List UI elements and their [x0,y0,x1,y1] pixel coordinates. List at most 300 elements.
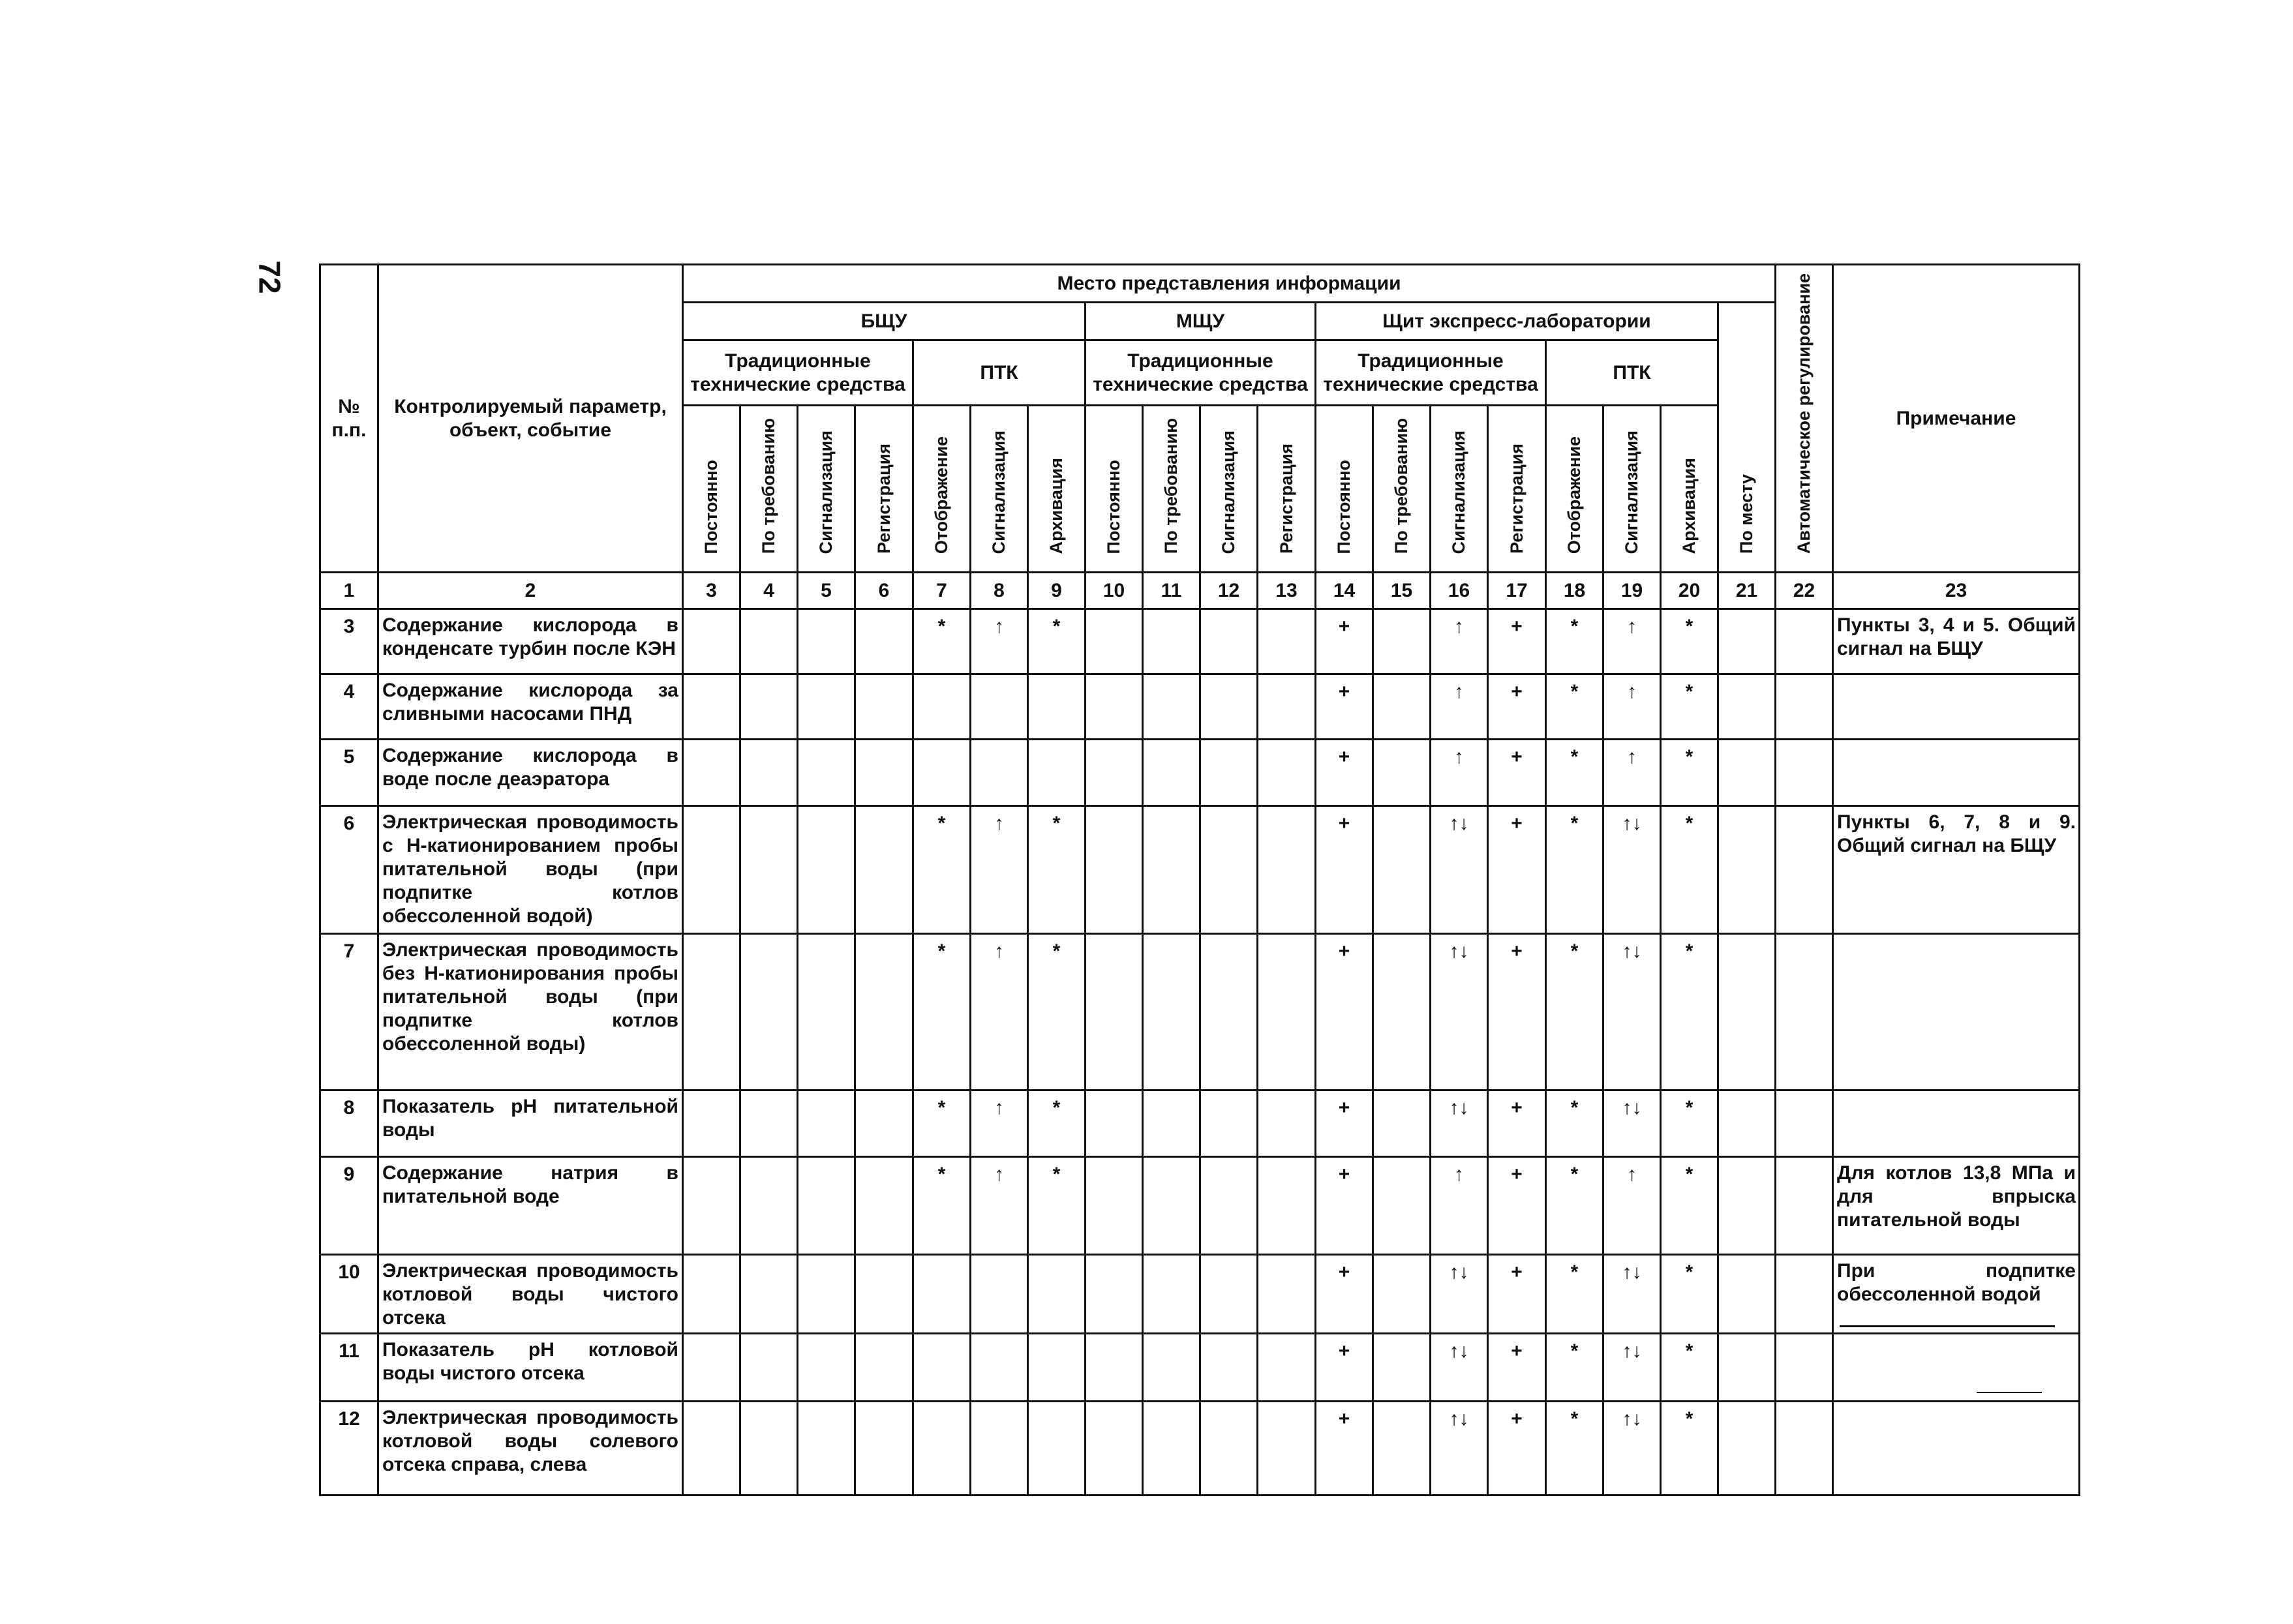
auto-reg-header: Автоматическое регулирование [1776,265,1833,573]
mark-cell: ↑↓ [1603,1334,1661,1402]
mark-cell: * [1028,806,1086,934]
mark-cell: * [1546,1402,1603,1496]
mark-cell: * [1661,674,1718,740]
row-number: 12 [320,1402,378,1496]
mark-cell [740,1157,798,1255]
mark-cell [798,806,855,934]
mark-cell: ↑↓ [1431,1255,1488,1334]
mark-cell [1258,1255,1316,1334]
mark-cell [740,740,798,806]
note-cell: Для котлов 13,8 МПа и для впрыска питательной воды [1833,1157,2080,1255]
mark-cell: ↑ [1603,1157,1661,1255]
parameter-cell: Показатель рН котловой воды чистого отсека [378,1334,683,1402]
sub-header-req: По требованию [1373,406,1431,573]
mark-cell: * [1661,1255,1718,1334]
mark-cell [1200,1255,1258,1334]
mark-cell [1718,1090,1776,1157]
mark-cell: * [1546,1090,1603,1157]
mark-cell [740,1090,798,1157]
mark-cell [798,1090,855,1157]
mark-cell [1776,934,1833,1090]
mark-cell [971,674,1028,740]
table-row [320,1402,2080,1496]
mark-cell [1258,674,1316,740]
mark-cell: * [1028,934,1086,1090]
parameter-cell: Электрическая проводимость котловой воды чистого отсека [378,1255,683,1334]
mark-cell [1258,1334,1316,1402]
mark-cell: + [1316,934,1373,1090]
mark-cell [798,740,855,806]
mark-cell [1776,740,1833,806]
mark-cell [1258,1157,1316,1255]
mark-cell [1086,674,1143,740]
mark-cell [1373,1090,1431,1157]
note-cell [1833,674,2080,740]
sub-header-display: Отображение [1546,406,1603,573]
parameter-cell: Показатель рН питательной воды [378,1090,683,1157]
mark-cell [855,1402,913,1496]
bschu-trad-header: Традиционные технические средства [683,340,913,406]
mark-cell: ↑↓ [1431,1334,1488,1402]
column-number: 7 [913,573,971,609]
mark-cell [913,674,971,740]
parameter-cell: Содержание кислорода в конденсате турбин после КЭН [378,609,683,674]
row-number: 9 [320,1157,378,1255]
mark-cell [740,1402,798,1496]
mark-cell: * [1546,674,1603,740]
mark-cell: + [1316,740,1373,806]
mark-cell [1086,1402,1143,1496]
column-number: 13 [1258,573,1316,609]
column-number: 8 [971,573,1028,609]
mark-cell: ↑↓ [1431,934,1488,1090]
column-number: 18 [1546,573,1603,609]
mark-cell: + [1488,1255,1546,1334]
mark-cell: ↑↓ [1431,1090,1488,1157]
mark-cell [855,806,913,934]
page-number: 72 [252,260,287,294]
sub-header-display: Отображение [913,406,971,573]
mark-cell [1143,1334,1200,1402]
column-number: 21 [1718,573,1776,609]
mark-cell [1718,1157,1776,1255]
mark-cell [683,1090,740,1157]
mark-cell: ↑ [971,609,1028,674]
mark-cell [1718,934,1776,1090]
lab-ptk-header: ПТК [1546,340,1718,406]
mark-cell: * [1661,1090,1718,1157]
mark-cell [683,1402,740,1496]
mark-cell: * [1028,1090,1086,1157]
mark-cell [798,934,855,1090]
mark-cell [913,1334,971,1402]
mark-cell [1258,806,1316,934]
sub-header-req: По требованию [1143,406,1200,573]
column-number: 11 [1143,573,1200,609]
num-header: № п.п. [320,265,378,573]
column-number: 3 [683,573,740,609]
mark-cell [1258,934,1316,1090]
mark-cell [740,934,798,1090]
mark-cell [1028,740,1086,806]
mark-cell [798,1157,855,1255]
sub-header-reg: Регистрация [855,406,913,573]
mark-cell [1718,1255,1776,1334]
mark-cell: + [1488,806,1546,934]
mark-cell: ↑↓ [1603,1090,1661,1157]
mark-cell: ↑ [1603,609,1661,674]
mark-cell: * [913,1157,971,1255]
bschu-header: БЩУ [683,303,1086,340]
mark-cell [855,934,913,1090]
mark-cell [798,609,855,674]
sub-header-req: По требованию [740,406,798,573]
mark-cell [740,1255,798,1334]
mark-cell: * [1661,740,1718,806]
table-row [320,609,2080,674]
parameter-cell: Электрическая проводимость без Н-катионирования пробы питательной воды (при подпитке котлов обессоленной воды) [378,934,683,1090]
sub-header-reg: Регистрация [1488,406,1546,573]
mark-cell [740,806,798,934]
mark-cell: + [1488,1334,1546,1402]
table-row [320,806,2080,934]
row-number: 11 [320,1334,378,1402]
mark-cell: + [1316,1255,1373,1334]
mark-cell [913,1255,971,1334]
mark-cell: + [1488,1157,1546,1255]
note-cell [1833,1402,2080,1496]
column-number: 9 [1028,573,1086,609]
column-number: 16 [1431,573,1488,609]
mark-cell [1200,674,1258,740]
mark-cell [1373,934,1431,1090]
row-number: 7 [320,934,378,1090]
row-number: 5 [320,740,378,806]
mark-cell: ↑↓ [1603,934,1661,1090]
note-cell [1833,1090,2080,1157]
mark-cell [1373,740,1431,806]
column-number: 6 [855,573,913,609]
control-parameters-table [319,263,2080,1496]
mark-cell [683,934,740,1090]
mark-cell [740,609,798,674]
note-header: Примечание [1833,265,2080,573]
mark-cell [1086,806,1143,934]
mark-cell [740,1334,798,1402]
mark-cell [1258,1090,1316,1157]
mark-cell [1143,1090,1200,1157]
mark-cell: + [1488,1090,1546,1157]
note-cell [1833,740,2080,806]
mark-cell [855,609,913,674]
mark-cell [1028,1255,1086,1334]
note-cell [1833,934,2080,1090]
mark-cell [1776,1255,1833,1334]
mark-cell: ↑↓ [1603,1255,1661,1334]
mark-cell [971,1402,1028,1496]
mark-cell [1086,1090,1143,1157]
column-number: 20 [1661,573,1718,609]
parameter-cell: Электрическая проводимость котловой воды солевого отсека справа, слева [378,1402,683,1496]
mark-cell: ↑ [971,1157,1028,1255]
mark-cell [971,1255,1028,1334]
parameter-cell: Содержание кислорода за сливными насосами ПНД [378,674,683,740]
mark-cell [1776,806,1833,934]
mark-cell: * [1661,934,1718,1090]
mark-cell: * [913,1090,971,1157]
mark-cell [798,1255,855,1334]
note-cell: Пункты 6, 7, 8 и 9. Общий сигнал на БЩУ [1833,806,2080,934]
mark-cell [1143,1402,1200,1496]
mark-cell [1143,934,1200,1090]
mark-cell [1200,1157,1258,1255]
mark-cell [1776,609,1833,674]
mark-cell [1200,806,1258,934]
mark-cell [1086,1157,1143,1255]
mark-cell [1028,1334,1086,1402]
mark-cell [1776,674,1833,740]
row-number: 6 [320,806,378,934]
mark-cell [1200,1090,1258,1157]
table-row [320,1157,2080,1255]
column-number: 23 [1833,573,2080,609]
mark-cell [1143,740,1200,806]
mark-cell: + [1488,934,1546,1090]
mark-cell [913,740,971,806]
mark-cell: ↑ [1431,674,1488,740]
mark-cell: + [1488,609,1546,674]
mark-cell: + [1316,1334,1373,1402]
mark-cell: + [1488,674,1546,740]
param-header: Контролируемый параметр, объект, событие [378,265,683,573]
mark-cell [855,1090,913,1157]
mark-cell [683,740,740,806]
mark-cell [1373,1402,1431,1496]
sub-header-reg: Регистрация [1258,406,1316,573]
lab-trad-header: Традиционные технические средства [1316,340,1546,406]
mark-cell: ↑ [1431,609,1488,674]
column-number: 22 [1776,573,1833,609]
mark-cell [1776,1157,1833,1255]
mark-cell: + [1316,806,1373,934]
mark-cell: ↑ [971,806,1028,934]
mark-cell: * [1546,1255,1603,1334]
column-number: 4 [740,573,798,609]
mark-cell: * [1546,934,1603,1090]
mark-cell [1258,740,1316,806]
column-number: 17 [1488,573,1546,609]
mark-cell: ↑↓ [1603,806,1661,934]
mark-cell [1258,609,1316,674]
mark-cell [1200,1402,1258,1496]
table-row [320,1255,2080,1334]
place-header: Место представления информации [683,265,1776,303]
mark-cell [1086,609,1143,674]
mark-cell [1373,1334,1431,1402]
mark-cell [1200,740,1258,806]
mark-cell [1776,1090,1833,1157]
mark-cell: ↑ [1603,740,1661,806]
note-cell: При подпитке обессоленной водой [1833,1255,2080,1334]
mark-cell: * [1546,740,1603,806]
mark-cell [1258,1402,1316,1496]
mark-cell: ↑ [971,1090,1028,1157]
column-number: 10 [1086,573,1143,609]
row-number: 8 [320,1090,378,1157]
column-numbers-row [320,573,2080,609]
mark-cell [855,1334,913,1402]
sub-header-signal: Сигнализация [798,406,855,573]
parameter-cell: Содержание натрия в питательной воде [378,1157,683,1255]
note-partial-rule [1977,1392,2042,1393]
mark-cell: ↑↓ [1431,1402,1488,1496]
table-body [320,609,2080,1496]
mark-cell [1718,1334,1776,1402]
mark-cell: * [1546,806,1603,934]
mark-cell [1086,740,1143,806]
mark-cell [1718,609,1776,674]
sub-header-signal: Сигнализация [1431,406,1488,573]
sub-header-signal: Сигнализация [1200,406,1258,573]
mark-cell [855,1255,913,1334]
row-number: 4 [320,674,378,740]
mark-cell [1718,740,1776,806]
table-row [320,740,2080,806]
mark-cell [683,1334,740,1402]
parameter-cell: Электрическая проводимость с Н-катионированием пробы питательной воды (при подпитке котлов обессоленной водой) [378,806,683,934]
mark-cell: + [1316,674,1373,740]
mark-cell [798,674,855,740]
mark-cell: * [1546,609,1603,674]
mark-cell [855,674,913,740]
note-cell [1833,1334,2080,1402]
mark-cell [798,1402,855,1496]
mark-cell: * [1546,1157,1603,1255]
mark-cell: * [913,934,971,1090]
sub-header-archive: Архивация [1028,406,1086,573]
row-number: 3 [320,609,378,674]
column-number: 15 [1373,573,1431,609]
column-number: 2 [378,573,683,609]
mark-cell: ↑ [1603,674,1661,740]
mark-cell [1776,1402,1833,1496]
note-partial-rule [1840,1325,2055,1327]
mark-cell [971,740,1028,806]
mark-cell [1373,1255,1431,1334]
mark-cell: + [1316,1402,1373,1496]
mark-cell [855,1157,913,1255]
mark-cell: * [1661,1402,1718,1496]
mark-cell [683,1157,740,1255]
mark-cell: * [1661,1334,1718,1402]
mark-cell: ↑ [971,934,1028,1090]
mark-cell: + [1316,1090,1373,1157]
column-number: 12 [1200,573,1258,609]
row-number: 10 [320,1255,378,1334]
mark-cell [740,674,798,740]
mark-cell: + [1316,1157,1373,1255]
mark-cell: + [1316,609,1373,674]
mark-cell: ↑↓ [1431,806,1488,934]
mark-cell [1373,806,1431,934]
mark-cell [1776,1334,1833,1402]
sub-header-signal: Сигнализация [971,406,1028,573]
mark-cell [1200,609,1258,674]
column-number: 1 [320,573,378,609]
table-row [320,1334,2080,1402]
mark-cell: + [1488,740,1546,806]
mark-cell [683,609,740,674]
mark-cell [1143,806,1200,934]
mark-cell [913,1402,971,1496]
sub-header-signal: Сигнализация [1603,406,1661,573]
mark-cell: + [1488,1402,1546,1496]
mark-cell: ↑ [1431,740,1488,806]
mark-cell: * [913,609,971,674]
mark-cell [683,674,740,740]
mark-cell [798,1334,855,1402]
table-row [320,674,2080,740]
column-number: 5 [798,573,855,609]
mark-cell [1143,1157,1200,1255]
mark-cell: * [1546,1334,1603,1402]
mark-cell [855,740,913,806]
table-row [320,1090,2080,1157]
mark-cell [1086,1255,1143,1334]
mark-cell [1143,674,1200,740]
mschu-header: МЩУ [1086,303,1316,340]
sub-header-const: Постоянно [683,406,740,573]
mark-cell [1718,806,1776,934]
note-cell: Пункты 3, 4 и 5. Общий сигнал на БЩУ [1833,609,2080,674]
parameter-cell: Содержание кислорода в воде после деаэратора [378,740,683,806]
column-number: 19 [1603,573,1661,609]
mark-cell [1718,674,1776,740]
mark-cell [1086,1334,1143,1402]
mark-cell [1373,1157,1431,1255]
mark-cell: * [913,806,971,934]
mark-cell: * [1028,609,1086,674]
mark-cell [683,806,740,934]
mark-cell: * [1661,609,1718,674]
mark-cell: ↑↓ [1603,1402,1661,1496]
mark-cell [683,1255,740,1334]
mark-cell [1086,934,1143,1090]
mark-cell [1028,674,1086,740]
mark-cell: * [1028,1157,1086,1255]
mark-cell: ↑ [1431,1157,1488,1255]
mark-cell [971,1334,1028,1402]
locally-header: По месту [1718,303,1776,573]
mark-cell [1200,1334,1258,1402]
express-lab-header: Щит экспресс-лаборатории [1316,303,1718,340]
column-number: 14 [1316,573,1373,609]
sub-header-const: Постоянно [1086,406,1143,573]
sub-header-const: Постоянно [1316,406,1373,573]
sub-header-archive: Архивация [1661,406,1718,573]
mark-cell: * [1661,806,1718,934]
mschu-trad-header: Традиционные технические средства [1086,340,1316,406]
table-row [320,934,2080,1090]
mark-cell [1028,1402,1086,1496]
mark-cell [1143,609,1200,674]
mark-cell [1718,1402,1776,1496]
mark-cell [1373,674,1431,740]
mark-cell [1373,609,1431,674]
mark-cell [1143,1255,1200,1334]
mark-cell [1200,934,1258,1090]
mark-cell: * [1661,1157,1718,1255]
